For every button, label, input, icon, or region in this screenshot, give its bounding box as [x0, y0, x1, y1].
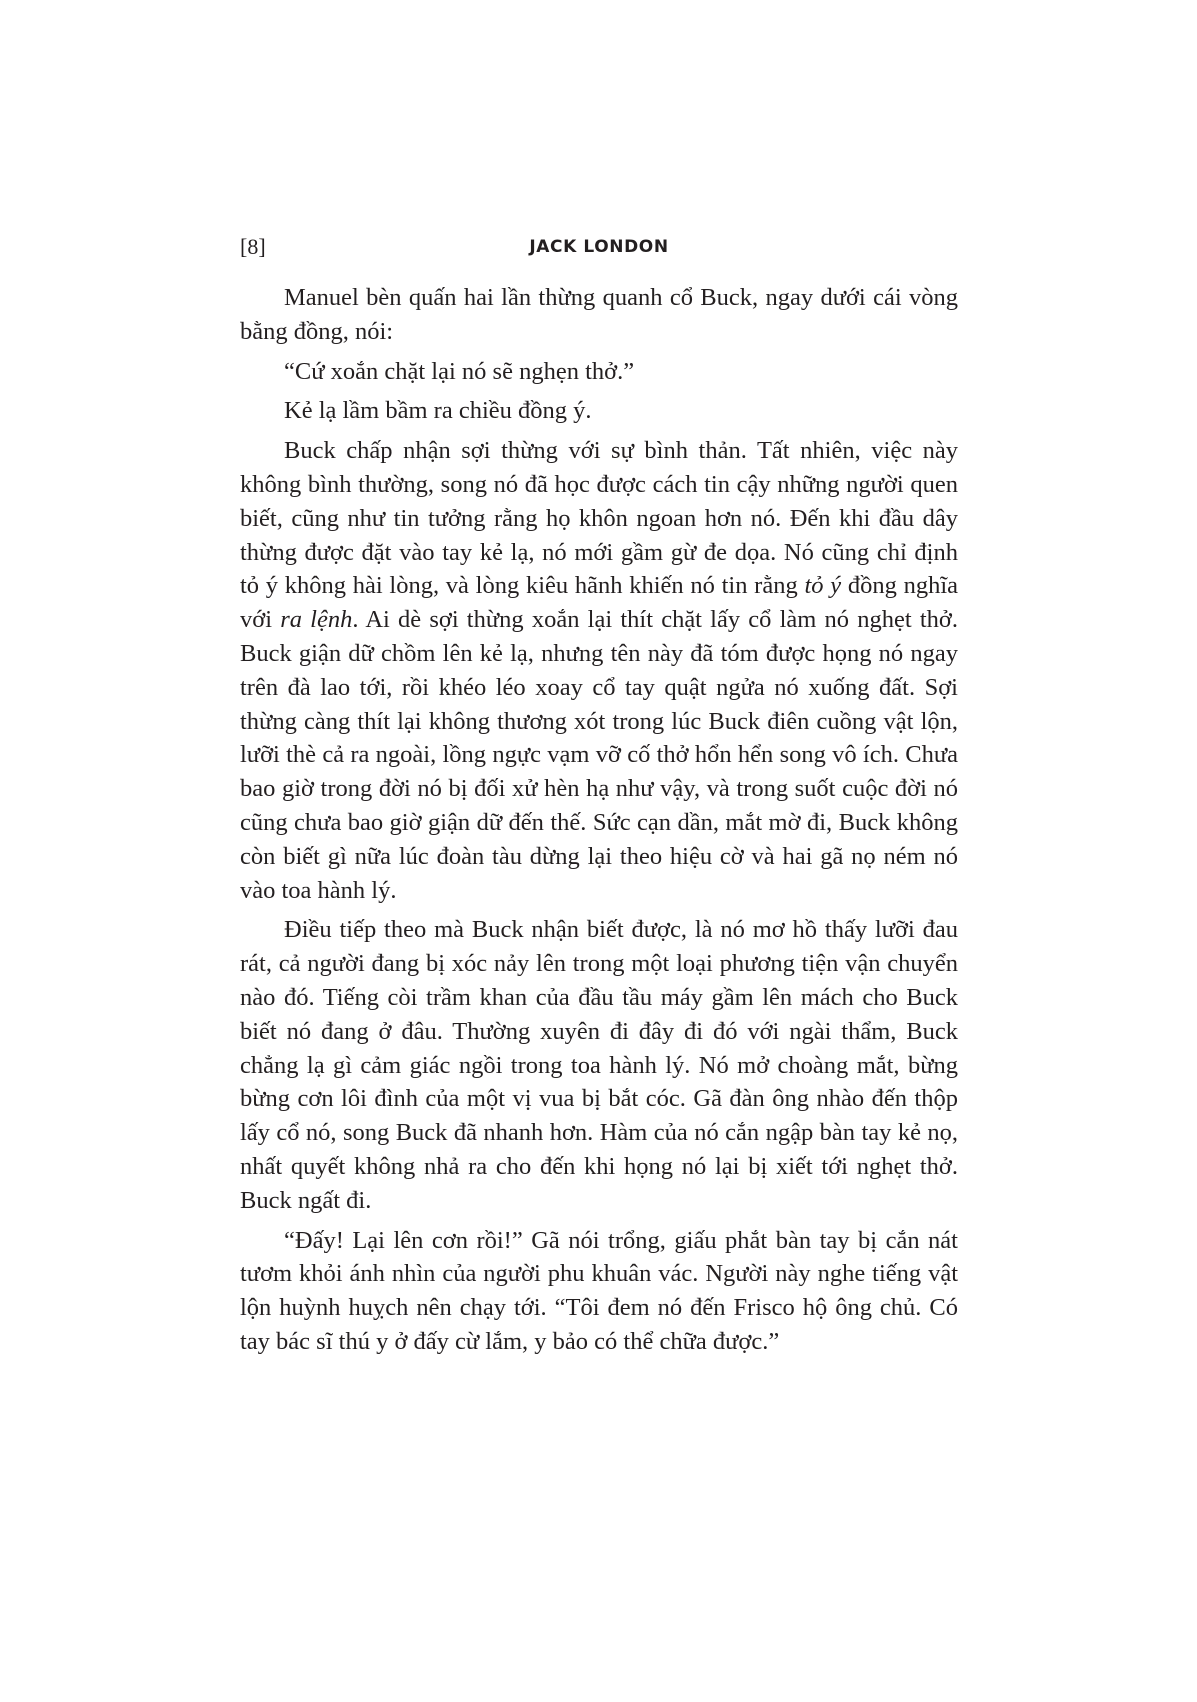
- paragraph-3: Kẻ lạ lầm bầm ra chiều đồng ý.: [284, 397, 592, 425]
- paragraph-2: “Cứ xoắn chặt lại nó sẽ nghẹn thở.”: [284, 357, 635, 385]
- paragraph-4-part-3: . Ai dè sợi thừng xoắn lại thít chặt lấy cổ làm nó nghẹt thở. Buck giận dữ chồm lên kẻ lạ, nhưng tên này đã tóm được họng nó ngay trên đà lao tới, rồi khéo léo xoay cổ tay quật ngửa nó xuống đất. Sợi thừng càng thít lại không thương xót trong lúc Buck điên cuồng vật lộn, lưỡi thè cả ra ngoài, lồng ngực vạm vỡ cố thở hổn hển song vô ích. Chưa bao giờ trong đời nó bị đối xử hèn hạ như vậy, và trong suốt cuộc đời nó cũng chưa bao giờ giận dữ đến thế. Sức cạn dần, mắt mờ đi, Buck không còn biết gì nữa lúc đoàn tàu dừng lại theo hiệu cờ và hai gã nọ ném nó vào toa hành lý.: [240, 606, 958, 904]
- paragraph-1: Manuel bèn quấn hai lần thừng quanh cổ Buck, ngay dưới cái vòng bằng đồng, nói:: [240, 284, 958, 345]
- paragraph-6: “Đấy! Lại lên cơn rồi!” Gã nói trổng, giấu phắt bàn tay bị cắn nát tươm khỏi ánh nhìn của người phu khuân vác. Người này nghe tiếng vật lộn huỳnh huỵch nên chạy tới. “Tôi đem nó đến Frisco hộ ông chủ. Có tay bác sĩ thú y ở đấy cừ lắm, y bảo có thể chữa được.”: [240, 1226, 958, 1355]
- running-header: [240, 232, 958, 262]
- running-title: JACK LONDON: [529, 237, 669, 257]
- paragraph-4-part-2: đồng nghĩa với: [240, 572, 959, 634]
- paragraph-5: Điều tiếp theo mà Buck nhận biết được, là nó mơ hồ thấy lưỡi đau rát, cả người đang bị xóc nảy lên trong một loại phương tiện vận chuyển nào đó. Tiếng còi trầm khan của đầu tầu máy gầm lên mách cho Buck biết nó đang ở đâu. Thường xuyên đi đây đi đó với ngài thẩm, Buck chẳng lạ gì cảm giác ngồi trong toa hành lý. Nó mở choàng mắt, bừng bừng cơn lôi đình của một vị vua bị bắt cóc. Gã đàn ông nhào đến thộp lấy cổ nó, song Buck đã nhanh hơn. Hàm của nó cắn ngập bàn tay kẻ nọ, nhất quyết không nhả ra cho đến khi họng nó lại bị xiết tới nghẹt thở. Buck ngất đi.: [240, 916, 958, 1214]
- page-number: [8]: [240, 234, 266, 259]
- paragraph-4-part-1: Buck chấp nhận sợi thừng với sự bình thản. Tất nhiên, việc này không bình thường, song nó đã học được cách tin cậy những người quen biết, cũng như tin tưởng rằng họ khôn ngoan hơn nó. Đến khi đầu dây thừng được đặt vào tay kẻ lạ, nó mới gầm gừ đe dọa. Nó cũng chỉ định tỏ ý không hài lòng, và lòng kiêu hãnh khiến nó tin rằng: [240, 437, 958, 600]
- body-text: [240, 281, 958, 1359]
- paragraph-4: [240, 434, 958, 907]
- paragraph-4-italic-1: tỏ ý: [804, 572, 842, 600]
- paragraph-4-italic-2: ra lệnh: [280, 606, 353, 634]
